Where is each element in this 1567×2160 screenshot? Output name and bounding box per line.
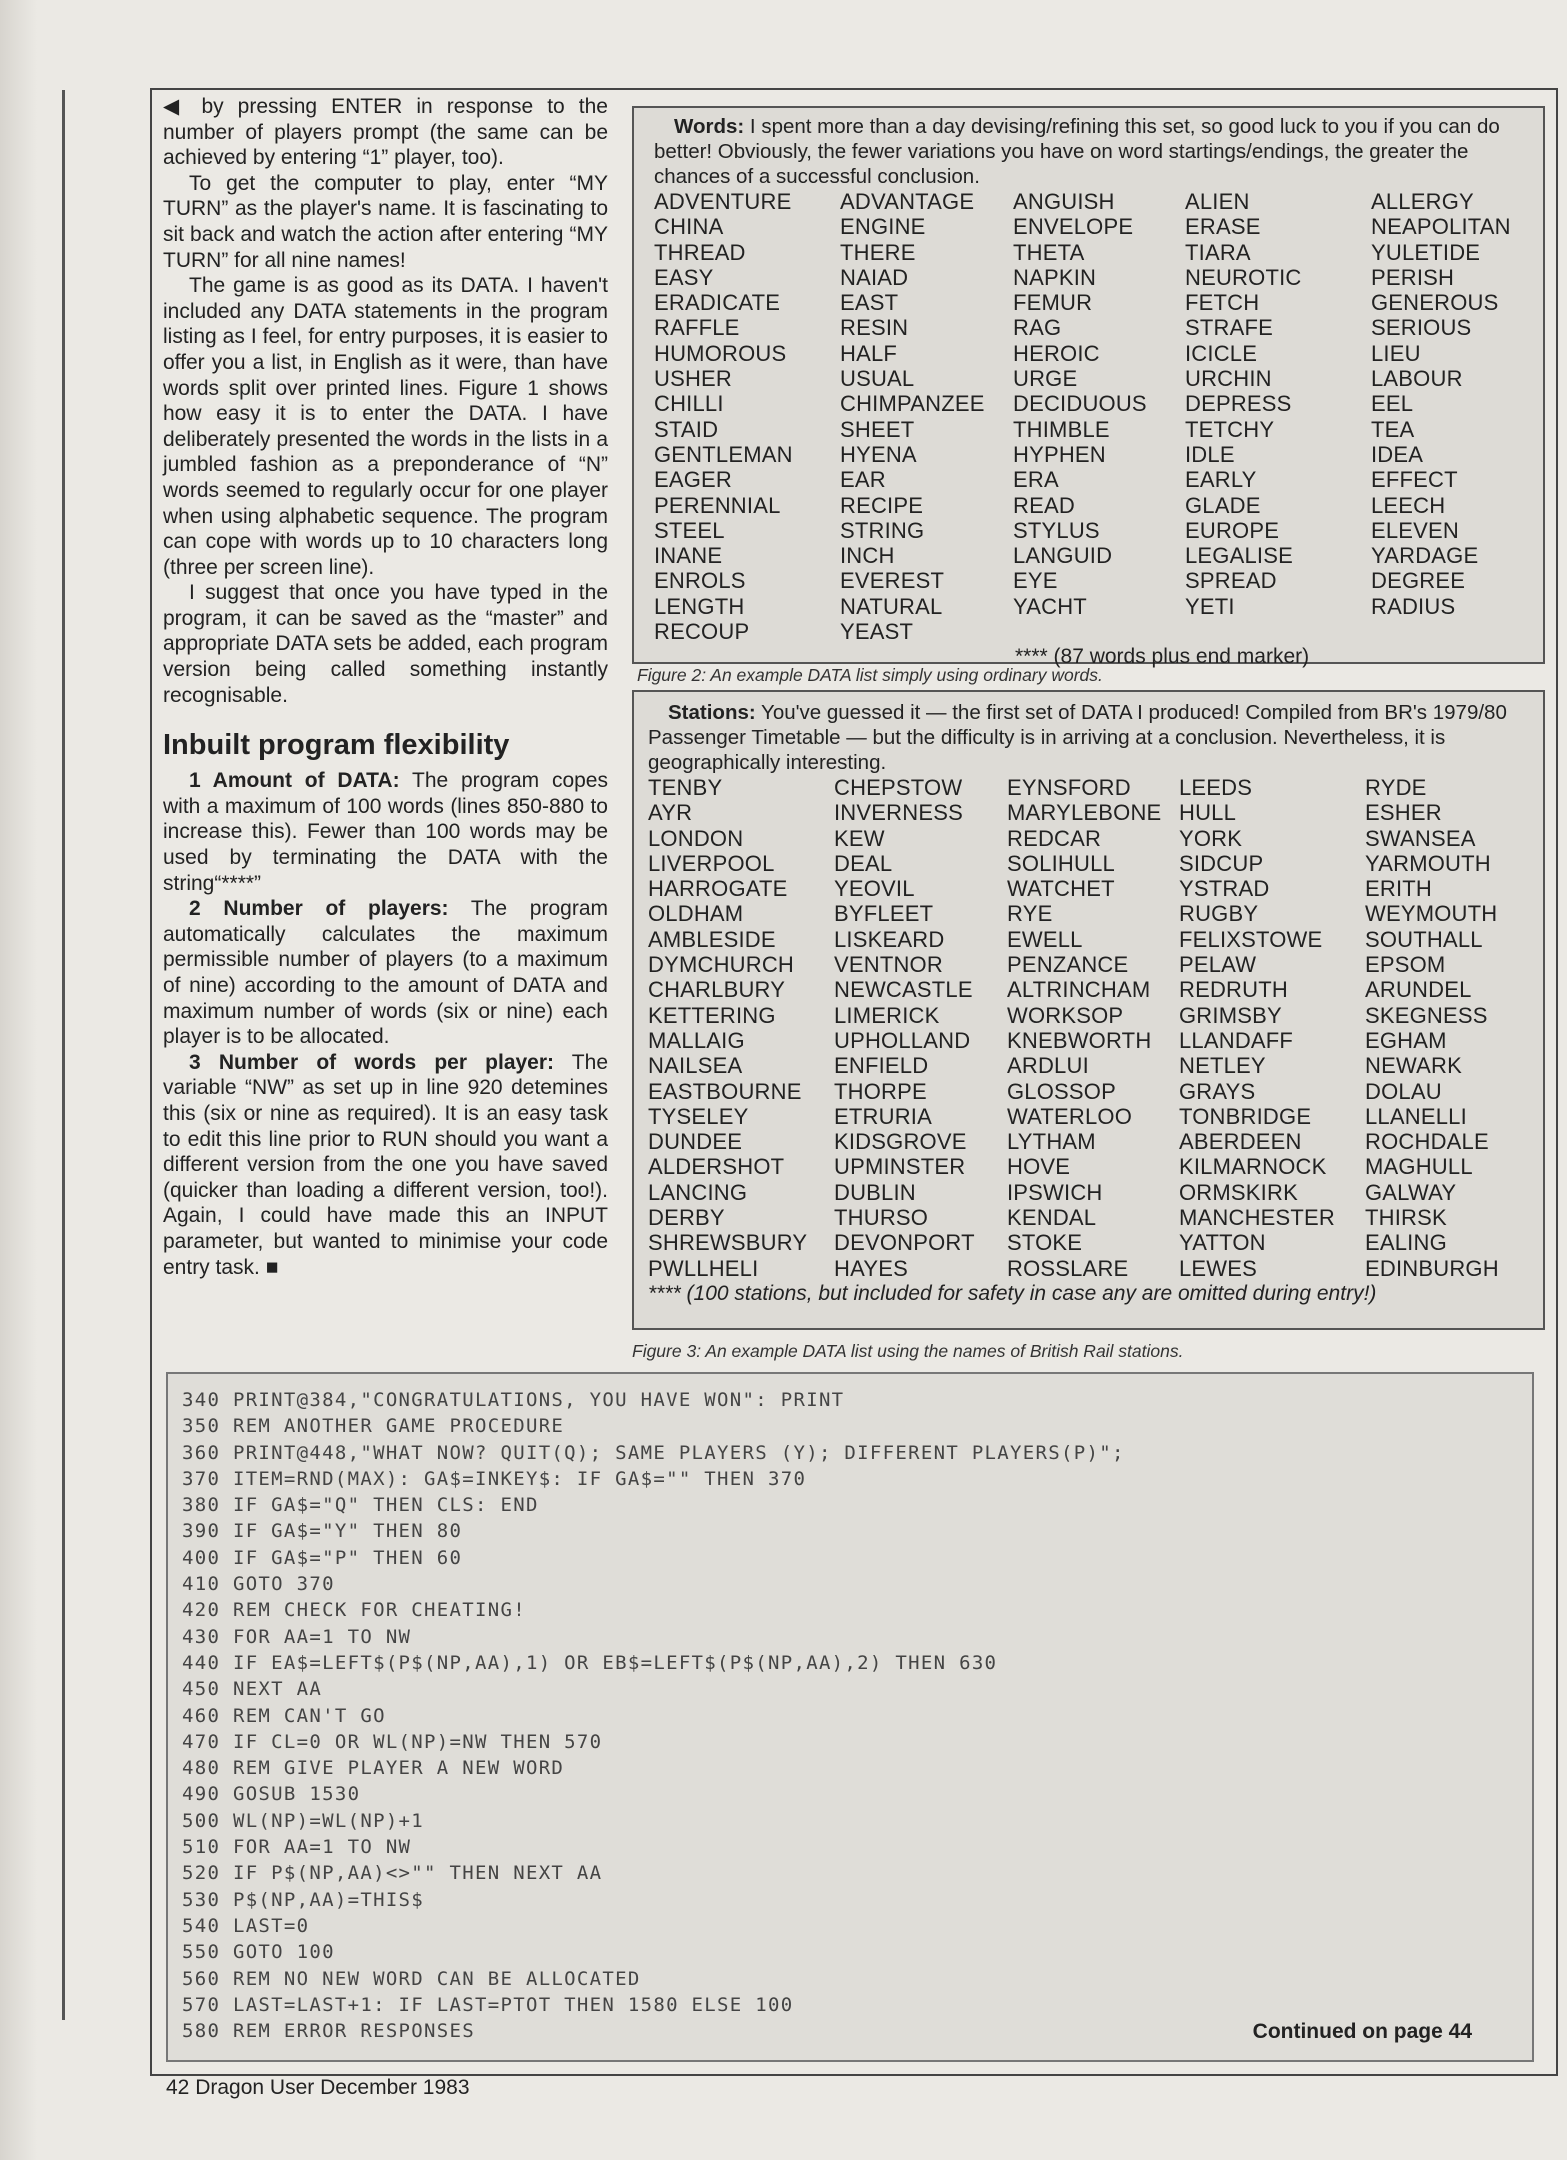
station-entry: ARDLUI bbox=[1007, 1053, 1089, 1079]
word-entry: HUMOROUS bbox=[654, 340, 787, 366]
words-grid bbox=[654, 189, 1531, 644]
word-entry: NAIAD bbox=[840, 264, 909, 290]
code-line: 570 LAST=LAST+1: IF LAST=PTOT THEN 1580 ELSE 100 bbox=[182, 1993, 794, 2016]
word-entry: STRING bbox=[840, 517, 925, 543]
station-entry: PELAW bbox=[1179, 952, 1257, 978]
station-entry: MARYLEBONE bbox=[1007, 800, 1162, 826]
station-entry: WATCHET bbox=[1007, 876, 1115, 902]
word-entry: EARLY bbox=[1185, 467, 1257, 493]
station-entry: BYFLEET bbox=[834, 901, 934, 927]
station-entry: AMBLESIDE bbox=[648, 926, 776, 952]
article-paragraph: To get the computer to play, enter “MY TURN” as the player's name. It is fascinating to sit back and watch the action after entering “MY TURN” for all nine names! bbox=[163, 171, 608, 272]
item-text: The variable “NW” as set up in line 920 detemines this (six or nine as required). It is an easy task to edit this line prior to RUN should you want a different version from the one you have saved (quicker than loading a different version, too!). Again, I could have made this an INPUT parameter, but wanted to minimise your code entry task. ■ bbox=[163, 1050, 608, 1279]
station-entry: WEYMOUTH bbox=[1365, 901, 1498, 927]
station-entry: YSTRAD bbox=[1179, 876, 1270, 902]
word-entry: ADVANTAGE bbox=[840, 189, 975, 214]
word-entry: HALF bbox=[840, 340, 898, 366]
station-entry: LISKEARD bbox=[834, 926, 945, 952]
station-entry: LANCING bbox=[648, 1179, 748, 1205]
word-entry: STYLUS bbox=[1013, 517, 1100, 543]
station-entry: LIVERPOOL bbox=[648, 850, 775, 876]
station-entry: THORPE bbox=[834, 1078, 927, 1104]
code-line: 540 LAST=0 bbox=[182, 1914, 310, 1937]
word-entry: ERA bbox=[1013, 467, 1059, 493]
word-entry: YETI bbox=[1185, 593, 1235, 619]
station-entry: DEAL bbox=[834, 850, 893, 876]
station-entry: ALTRINCHAM bbox=[1007, 977, 1151, 1003]
station-entry: AYR bbox=[648, 800, 693, 826]
code-line: 530 P$(NP,AA)=THIS$ bbox=[182, 1888, 425, 1911]
item-text: The program copes with a maximum of 100 words (lines 850-880 to increase this). Fewer than 100 words may be used by terminating the DATA with the string“****” bbox=[163, 769, 608, 895]
station-entry: MANCHESTER bbox=[1179, 1205, 1336, 1231]
word-entry: STRAFE bbox=[1185, 315, 1273, 341]
word-entry: FEMUR bbox=[1013, 290, 1093, 316]
code-line: 480 REM GIVE PLAYER A NEW WORD bbox=[182, 1757, 565, 1780]
figure-2-words-box bbox=[632, 106, 1545, 669]
station-entry: REDCAR bbox=[1007, 825, 1102, 851]
word-entry: ERADICATE bbox=[654, 290, 781, 316]
word-entry: ADVENTURE bbox=[654, 189, 792, 214]
word-entry: IDEA bbox=[1371, 441, 1424, 467]
item-label: 2 Number of players: bbox=[189, 897, 449, 921]
word-entry: STEEL bbox=[654, 517, 725, 543]
continued-note: Continued on page 44 bbox=[1252, 2020, 1472, 2043]
station-entry: EGHAM bbox=[1365, 1027, 1447, 1053]
word-entry: HYENA bbox=[840, 441, 917, 467]
code-line: 550 GOTO 100 bbox=[182, 1941, 335, 1964]
article-left-column bbox=[163, 94, 608, 1280]
code-line: 580 REM ERROR RESPONSES bbox=[182, 2020, 475, 2043]
station-entry: GLOSSOP bbox=[1007, 1078, 1116, 1104]
station-entry: EYNSFORD bbox=[1007, 775, 1131, 800]
station-entry: YATTON bbox=[1179, 1230, 1266, 1256]
code-line: 490 GOSUB 1530 bbox=[182, 1783, 361, 1806]
word-entry: PERENNIAL bbox=[654, 492, 781, 518]
station-entry: ALDERSHOT bbox=[648, 1154, 785, 1180]
station-entry: RYDE bbox=[1365, 775, 1427, 800]
word-entry: ERASE bbox=[1185, 214, 1261, 240]
item-label: 1 Amount of DATA: bbox=[189, 769, 400, 793]
page-binding-edge bbox=[0, 0, 62, 2160]
station-entry: KEW bbox=[834, 825, 885, 851]
word-entry: DEPRESS bbox=[1185, 391, 1292, 417]
station-entry: KETTERING bbox=[648, 1002, 776, 1028]
station-entry: UPMINSTER bbox=[834, 1154, 966, 1180]
station-entry: UPHOLLAND bbox=[834, 1027, 971, 1053]
word-entry: ELEVEN bbox=[1371, 517, 1460, 543]
station-entry: IPSWICH bbox=[1007, 1179, 1103, 1205]
station-entry: RYE bbox=[1007, 901, 1053, 927]
word-entry: ALLERGY bbox=[1371, 189, 1474, 214]
article-paragraph: I suggest that once you have typed in the program, it can be saved as the “master” and appropriate DATA sets be added, each program version being called something instantly recognisable. bbox=[163, 581, 608, 707]
word-entry: CHIMPANZEE bbox=[840, 391, 985, 417]
word-entry: LABOUR bbox=[1371, 366, 1463, 392]
station-entry: WORKSOP bbox=[1007, 1002, 1124, 1028]
word-entry: CHINA bbox=[654, 214, 724, 240]
word-entry: NEAPOLITAN bbox=[1371, 214, 1511, 240]
station-entry: RUGBY bbox=[1179, 901, 1259, 927]
flexibility-item-2 bbox=[163, 896, 608, 1050]
word-entry: DECIDUOUS bbox=[1013, 391, 1147, 417]
word-entry: YACHT bbox=[1013, 593, 1087, 619]
station-entry: MAGHULL bbox=[1365, 1154, 1473, 1180]
station-entry: SHREWSBURY bbox=[648, 1230, 808, 1256]
station-entry: ESHER bbox=[1365, 800, 1442, 826]
code-line: 390 IF GA$="Y" THEN 80 bbox=[182, 1520, 463, 1543]
station-entry: GRIMSBY bbox=[1179, 1002, 1282, 1028]
station-entry: EWELL bbox=[1007, 926, 1083, 952]
code-line: 440 IF EA$=LEFT$(P$(NP,AA),1) OR EB$=LEFT$(P$(NP,AA),2) THEN 630 bbox=[182, 1651, 998, 1674]
word-entry: RAG bbox=[1013, 315, 1062, 341]
station-entry: ORMSKIRK bbox=[1179, 1179, 1298, 1205]
word-entry: SPREAD bbox=[1185, 568, 1277, 594]
word-entry: ENGINE bbox=[840, 214, 926, 240]
figure-3-caption: Figure 3: An example DATA list using the names of British Rail stations. bbox=[632, 1341, 1184, 1361]
station-entry: OLDHAM bbox=[648, 901, 744, 927]
station-entry: EASTBOURNE bbox=[648, 1078, 802, 1104]
station-entry: EALING bbox=[1365, 1230, 1447, 1256]
stations-grid bbox=[648, 775, 1531, 1281]
code-line: 370 ITEM=RND(MAX): GA$=INKEY$: IF GA$="" THEN 370 bbox=[182, 1467, 807, 1490]
station-entry: ERITH bbox=[1365, 876, 1432, 902]
code-line: 340 PRINT@384,"CONGRATULATIONS, YOU HAVE WON": PRINT bbox=[182, 1389, 845, 1411]
word-entry: EVEREST bbox=[840, 568, 945, 594]
code-line: 360 PRINT@448,"WHAT NOW? QUIT(Q); SAME PLAYERS (Y); DIFFERENT PLAYERS(P)"; bbox=[182, 1441, 1125, 1464]
words-intro bbox=[654, 114, 1531, 189]
station-entry: NAILSEA bbox=[648, 1053, 743, 1079]
word-entry: TETCHY bbox=[1185, 416, 1275, 442]
word-entry: EUROPE bbox=[1185, 517, 1280, 543]
station-entry: DUBLIN bbox=[834, 1179, 916, 1205]
word-entry: YULETIDE bbox=[1371, 239, 1481, 265]
station-entry: KILMARNOCK bbox=[1179, 1154, 1327, 1180]
word-entry: CHILLI bbox=[654, 391, 724, 417]
station-entry: THIRSK bbox=[1365, 1205, 1447, 1231]
words-end-note: **** (87 words plus end marker) bbox=[1015, 645, 1310, 669]
station-entry: INVERNESS bbox=[834, 800, 963, 826]
station-entry: CHEPSTOW bbox=[834, 775, 963, 800]
word-entry: YARDAGE bbox=[1371, 543, 1479, 569]
station-entry: PENZANCE bbox=[1007, 952, 1129, 978]
station-entry: YARMOUTH bbox=[1365, 850, 1491, 876]
station-entry: HULL bbox=[1179, 800, 1237, 826]
item-label: 3 Number of words per player: bbox=[189, 1050, 555, 1074]
program-listing bbox=[166, 1372, 1534, 2062]
station-entry: LIMERICK bbox=[834, 1002, 940, 1028]
station-entry: EDINBURGH bbox=[1365, 1255, 1499, 1281]
word-entry: THREAD bbox=[654, 239, 746, 265]
station-entry: MALLAIG bbox=[648, 1027, 745, 1053]
word-entry: RESIN bbox=[840, 315, 909, 341]
station-entry: LEEDS bbox=[1179, 775, 1253, 800]
section-heading: Inbuilt program flexibility bbox=[163, 729, 510, 762]
word-entry: RADIUS bbox=[1371, 593, 1456, 619]
station-entry: YEOVIL bbox=[834, 876, 915, 902]
stations-intro-text: You've guessed it — the first set of DATA I produced! Compiled from BR's 1979/80 Passenger Timetable — but the difficulty is in arriving at a conclusion. Nevertheless, it is geographically interesting. bbox=[648, 701, 1507, 774]
station-entry: YORK bbox=[1179, 825, 1243, 851]
figure-2-caption: Figure 2: An example DATA list simply using ordinary words. bbox=[637, 665, 1103, 685]
station-entry: STOKE bbox=[1007, 1230, 1083, 1256]
station-entry: LLANDAFF bbox=[1179, 1027, 1294, 1053]
code-line: 500 WL(NP)=WL(NP)+1 bbox=[182, 1809, 425, 1832]
station-entry: ARUNDEL bbox=[1365, 977, 1472, 1003]
word-entry: ENROLS bbox=[654, 568, 746, 594]
word-entry: LANGUID bbox=[1013, 543, 1113, 569]
station-entry: LEWES bbox=[1179, 1255, 1258, 1281]
word-entry: LENGTH bbox=[654, 593, 745, 619]
word-entry: ICICLE bbox=[1185, 340, 1258, 366]
station-entry: VENTNOR bbox=[834, 952, 943, 978]
code-line: 350 REM ANOTHER GAME PROCEDURE bbox=[182, 1415, 565, 1438]
word-entry: URCHIN bbox=[1185, 366, 1272, 392]
station-entry: THURSO bbox=[834, 1205, 929, 1231]
station-entry: SKEGNESS bbox=[1365, 1002, 1488, 1028]
station-entry: DEVONPORT bbox=[834, 1230, 975, 1256]
station-entry: CHARLBURY bbox=[648, 977, 786, 1003]
word-entry: RAFFLE bbox=[654, 315, 740, 341]
word-entry: GENEROUS bbox=[1371, 290, 1499, 316]
station-entry: HAYES bbox=[834, 1255, 908, 1281]
station-entry: SWANSEA bbox=[1365, 825, 1476, 851]
word-entry: EAST bbox=[840, 290, 899, 316]
station-entry: DERBY bbox=[648, 1205, 725, 1231]
station-entry: DYMCHURCH bbox=[648, 952, 795, 978]
word-entry: LIEU bbox=[1371, 340, 1421, 366]
station-entry: NETLEY bbox=[1179, 1053, 1266, 1079]
station-entry: ETRURIA bbox=[834, 1103, 932, 1129]
word-entry: LEECH bbox=[1371, 492, 1446, 518]
flexibility-item-1 bbox=[163, 768, 608, 896]
word-entry: NEUROTIC bbox=[1185, 264, 1302, 290]
word-entry: EAGER bbox=[654, 467, 733, 493]
words-label: Words: bbox=[674, 115, 745, 138]
station-entry: ABERDEEN bbox=[1179, 1129, 1302, 1155]
station-entry: SOUTHALL bbox=[1365, 926, 1483, 952]
station-entry: GRAYS bbox=[1179, 1078, 1256, 1104]
word-entry: THIMBLE bbox=[1013, 416, 1110, 442]
station-entry: ENFIELD bbox=[834, 1053, 929, 1079]
word-entry: FETCH bbox=[1185, 290, 1260, 316]
code-line: 510 FOR AA=1 TO NW bbox=[182, 1836, 412, 1859]
flexibility-item-3 bbox=[163, 1050, 608, 1280]
word-entry: HEROIC bbox=[1013, 340, 1100, 366]
station-entry: HARROGATE bbox=[648, 876, 788, 902]
word-entry: URGE bbox=[1013, 366, 1078, 392]
word-entry: USUAL bbox=[840, 366, 915, 392]
word-entry: YEAST bbox=[840, 619, 914, 645]
code-line: 400 IF GA$="P" THEN 60 bbox=[182, 1546, 463, 1569]
word-entry: RECIPE bbox=[840, 492, 924, 518]
word-entry: USHER bbox=[654, 366, 733, 392]
word-entry: HYPHEN bbox=[1013, 441, 1106, 467]
word-entry: ANGUISH bbox=[1013, 189, 1115, 214]
station-entry: DOLAU bbox=[1365, 1078, 1442, 1104]
code-line: 410 GOTO 370 bbox=[182, 1573, 335, 1596]
station-entry: TENBY bbox=[648, 775, 723, 800]
station-entry: KNEBWORTH bbox=[1007, 1027, 1152, 1053]
stations-label: Stations: bbox=[668, 701, 756, 724]
word-entry: EYE bbox=[1013, 568, 1058, 594]
station-entry: LLANELLI bbox=[1365, 1103, 1467, 1129]
station-entry: WATERLOO bbox=[1007, 1103, 1133, 1129]
station-entry: ROSSLARE bbox=[1007, 1255, 1129, 1281]
station-entry: TONBRIDGE bbox=[1179, 1103, 1312, 1129]
listing-lines bbox=[182, 1387, 1532, 2044]
word-entry: EAR bbox=[840, 467, 886, 493]
code-line: 420 REM CHECK FOR CHEATING! bbox=[182, 1599, 526, 1622]
word-entry: STAID bbox=[654, 416, 719, 442]
word-entry: PERISH bbox=[1371, 264, 1455, 290]
word-entry: EASY bbox=[654, 264, 714, 290]
station-entry: KENDAL bbox=[1007, 1205, 1097, 1231]
code-line: 460 REM CAN'T GO bbox=[182, 1704, 386, 1727]
word-entry: INCH bbox=[840, 543, 895, 569]
stations-intro bbox=[648, 700, 1531, 775]
word-entry: ENVELOPE bbox=[1013, 214, 1134, 240]
station-entry: NEWCASTLE bbox=[834, 977, 973, 1003]
station-entry: SIDCUP bbox=[1179, 850, 1264, 876]
word-entry: SHEET bbox=[840, 416, 915, 442]
page-footer: 42 Dragon User December 1983 bbox=[166, 2076, 470, 2099]
station-entry: LYTHAM bbox=[1007, 1129, 1096, 1155]
article-paragraph: The game is as good as its DATA. I haven't included any DATA statements in the program listing as I feel, for entry purposes, it is easier to offer you a list, in English as it were, than have words split over printed lines. Figure 1 shows how easy it is to enter the DATA. I have deliberately presented the words in the lists in a jumbled fashion as a preponderance of “N” words seemed to regularly occur for one player when using alphabetic sequence. The program can cope with words up to 10 characters long (three per screen line). bbox=[163, 274, 608, 579]
code-line: 450 NEXT AA bbox=[182, 1678, 323, 1701]
station-entry: PWLLHELI bbox=[648, 1255, 759, 1281]
station-entry: EPSOM bbox=[1365, 952, 1446, 978]
word-entry: GLADE bbox=[1185, 492, 1261, 518]
station-entry: SOLIHULL bbox=[1007, 850, 1115, 876]
station-entry: TYSELEY bbox=[648, 1103, 749, 1129]
word-entry: EFFECT bbox=[1371, 467, 1458, 493]
station-entry: HOVE bbox=[1007, 1154, 1071, 1180]
word-entry: GENTLEMAN bbox=[654, 441, 793, 467]
word-entry: SERIOUS bbox=[1371, 315, 1472, 341]
station-entry: DUNDEE bbox=[648, 1129, 743, 1155]
word-entry: DEGREE bbox=[1371, 568, 1466, 594]
code-line: 560 REM NO NEW WORD CAN BE ALLOCATED bbox=[182, 1967, 641, 1990]
word-entry: INANE bbox=[654, 543, 723, 569]
word-entry: THERE bbox=[840, 239, 916, 265]
station-entry: LONDON bbox=[648, 825, 744, 851]
word-entry: LEGALISE bbox=[1185, 543, 1293, 569]
column-rule bbox=[62, 90, 65, 2020]
code-line: 380 IF GA$="Q" THEN CLS: END bbox=[182, 1494, 539, 1517]
stations-end-note: **** (100 stations, but included for safety in case any are omitted during entry!) bbox=[648, 1281, 1377, 1305]
station-entry: ROCHDALE bbox=[1365, 1129, 1489, 1155]
article-paragraph: ◀ by pressing ENTER in response to the number of players prompt (the same can be achieved by entering “1” player, too). bbox=[163, 95, 608, 170]
station-entry: FELIXSTOWE bbox=[1179, 926, 1323, 952]
word-entry: ALIEN bbox=[1185, 189, 1250, 214]
word-entry: RECOUP bbox=[654, 619, 750, 645]
item-text: The program automatically calculates the maximum permissible number of players (to a maximum of nine) according to the amount of DATA and maximum number of words (six or nine) each player is to be allocated. bbox=[163, 897, 608, 1049]
word-entry: NAPKIN bbox=[1013, 264, 1097, 290]
station-entry: NEWARK bbox=[1365, 1053, 1462, 1079]
word-entry: TEA bbox=[1371, 416, 1415, 442]
station-entry: KIDSGROVE bbox=[834, 1129, 967, 1155]
word-entry: THETA bbox=[1013, 239, 1085, 265]
word-entry: NATURAL bbox=[840, 593, 943, 619]
station-entry: GALWAY bbox=[1365, 1179, 1457, 1205]
words-intro-text: I spent more than a day devising/refining this set, so good luck to you if you can do better! Obviously, the fewer variations you have on word startings/endings, the greater the chances of a successful conclusion. bbox=[654, 115, 1500, 188]
word-entry: READ bbox=[1013, 492, 1075, 518]
word-entry: IDLE bbox=[1185, 441, 1235, 467]
word-entry: TIARA bbox=[1185, 239, 1251, 265]
word-entry: EEL bbox=[1371, 391, 1414, 417]
code-line: 520 IF P$(NP,AA)<>"" THEN NEXT AA bbox=[182, 1862, 603, 1885]
code-line: 470 IF CL=0 OR WL(NP)=NW THEN 570 bbox=[182, 1730, 603, 1753]
station-entry: REDRUTH bbox=[1179, 977, 1288, 1003]
code-line: 430 FOR AA=1 TO NW bbox=[182, 1625, 412, 1648]
figure-3-stations-box bbox=[632, 690, 1545, 1330]
